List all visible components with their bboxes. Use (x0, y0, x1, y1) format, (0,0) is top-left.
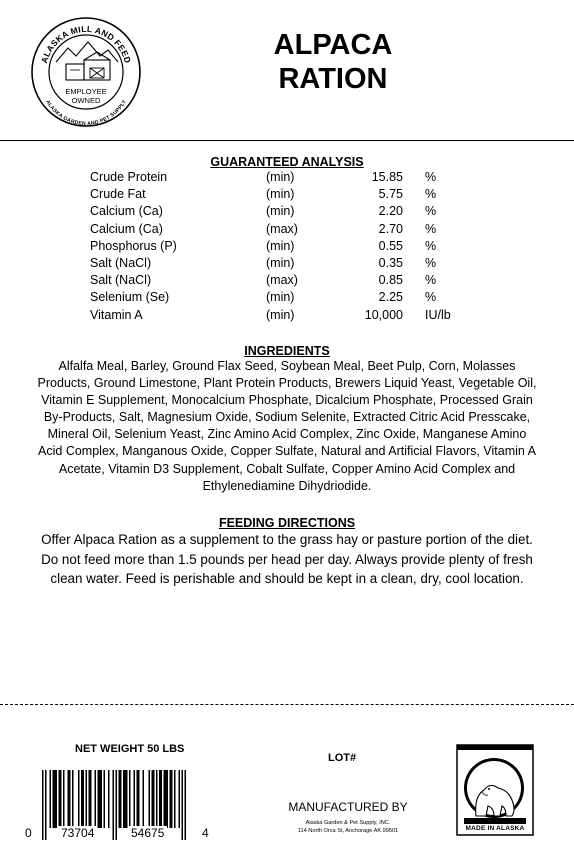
ingredients-line: By-Products, Salt, Magnesium Oxide, Sodium Selenite, Extracted Citric Acid Presscake, (43, 410, 531, 425)
barcode-bar (179, 770, 181, 828)
barcode-bar (182, 770, 184, 840)
barcode-digit-first: 0 (25, 826, 32, 840)
nutrient-qualifier: (min) (266, 307, 295, 322)
nutrient-name: Calcium (Ca) (90, 221, 163, 236)
ingredients-line: Acid Complex, Manganous Oxide, Copper Sulfate, Natural and Artificial Flavors, Vitamin A (38, 444, 536, 459)
barcode-bar (119, 770, 122, 828)
barcode-bar (152, 770, 155, 828)
nutrient-name: Crude Fat (90, 187, 146, 202)
nutrient-unit: % (425, 187, 437, 202)
ingredients-heading: INGREDIENTS (244, 344, 330, 358)
nutrient-unit: % (425, 238, 437, 253)
barcode-bar (149, 770, 151, 828)
nutrient-name: Crude Protein (90, 170, 168, 184)
barcode-bar (156, 770, 158, 828)
analysis-row (90, 187, 490, 204)
feeding-line: Offer Alpaca Ration as a supplement to the grass hay or pasture portion of the diet. (41, 532, 533, 547)
nutrient-value: 2.70 (378, 221, 403, 236)
nutrient-qualifier: (min) (266, 290, 295, 305)
nutrient-qualifier: (max) (266, 273, 298, 288)
barcode-bar (159, 770, 162, 828)
barcode-bar (78, 770, 80, 828)
manufacturer-block (282, 800, 414, 834)
logo-badge-line2: OWNED (71, 96, 101, 105)
ingredients-line: Vitamin E Supplement, Monocalcium Phosphate, Dicalcium Phosphate, Processed Grain (41, 393, 533, 408)
logo-arc-bottom: ALASKA GARDEN AND PET SUPPLY (44, 99, 128, 128)
feeding-directions-heading: FEEDING DIRECTIONS (218, 516, 356, 530)
product-title (220, 28, 446, 96)
barcode-bar (116, 770, 118, 840)
nutrient-qualifier: (min) (266, 238, 295, 253)
made-in-alaska-text: MADE IN ALASKA (465, 825, 525, 832)
analysis-row (90, 290, 490, 307)
cut-line-divider (0, 704, 574, 705)
nutrient-unit: % (425, 204, 437, 219)
nutrient-name: Calcium (Ca) (90, 204, 163, 219)
barcode-bar (129, 770, 131, 828)
analysis-row (90, 204, 490, 221)
barcode-bar (108, 770, 110, 828)
barcode-bar (137, 770, 140, 828)
nutrient-value: 5.75 (378, 187, 403, 202)
barcode-bar (59, 770, 62, 828)
nutrient-name: Phosphorus (P) (90, 238, 177, 253)
lot-number-label: LOT# (328, 752, 357, 764)
barcode-bar (170, 770, 173, 828)
ingredients-line: Mineral Oil, Selenium Yeast, Zinc Amino Acid Complex, Zinc Oxide, Manganese Amino (47, 427, 527, 442)
nutrient-value: 0.85 (378, 273, 403, 288)
feeding-line: clean water. Feed is perishable and should be kept in a clean, dry, cool location. (50, 571, 524, 586)
barcode-digits-right: 54675 (128, 826, 167, 840)
analysis-row (90, 308, 490, 325)
barcode-bar (63, 770, 65, 828)
nutrient-value: 15.85 (371, 170, 403, 184)
barcode-bar (89, 770, 92, 828)
nutrient-qualifier: (min) (266, 204, 295, 219)
nutrient-value: 2.20 (378, 204, 403, 219)
analysis-row (90, 170, 490, 187)
ingredients-line: Products, Ground Limestone, Plant Protein Products, Brewers Liquid Yeast, Vegetable Oil, (37, 376, 537, 391)
nutrient-unit: % (425, 255, 437, 270)
made-in-alaska-logo (456, 744, 534, 836)
barcode-bar (42, 770, 44, 840)
nutrient-unit: % (425, 170, 437, 184)
analysis-row (90, 239, 490, 256)
nutrient-value: 10,000 (364, 307, 403, 322)
feeding-line: Do not feed more than 1.5 pounds per head per day. Always provide plenty of fresh (41, 551, 533, 567)
manufacturer-address: 114 North Orca St, Anchorage AK 99501 (297, 828, 399, 834)
manufacturer-name: Alaska Garden & Pet Supply, INC. (305, 820, 391, 826)
logo-arc-top: ALASKA MILL AND FEED (39, 23, 133, 65)
barcode-bar (123, 770, 128, 828)
barcode-digits-left: 73704 (58, 826, 97, 840)
nutrient-value: 0.55 (378, 238, 403, 253)
barcode-bar (174, 770, 176, 828)
manufactured-by-label: MANUFACTURED BY (288, 800, 408, 814)
barcode-bar (86, 770, 88, 828)
net-weight: NET WEIGHT 50 LBS (75, 743, 185, 755)
barcode-digit-last: 4 (202, 826, 209, 840)
nutrient-name: Vitamin A (90, 307, 143, 322)
barcode-bar (68, 770, 71, 828)
barcode-bar (81, 770, 84, 828)
barcode-bar (113, 770, 115, 840)
barcode-bar (134, 770, 136, 828)
nutrient-unit: % (425, 221, 437, 236)
barcode-bar (98, 770, 103, 828)
nutrient-qualifier: (min) (266, 187, 295, 202)
company-logo (30, 16, 142, 128)
analysis-row (90, 222, 490, 239)
ingredients-text (24, 358, 550, 495)
nutrient-unit: % (425, 290, 437, 305)
logo-badge-line1: EMPLOYEE (65, 87, 107, 96)
feeding-directions-text (10, 530, 564, 589)
nutrient-value: 2.25 (378, 290, 403, 305)
barcode-bar (45, 770, 47, 840)
guaranteed-analysis-heading: GUARANTEED ANALYSIS (210, 155, 364, 169)
nutrient-qualifier: (min) (266, 255, 295, 270)
ingredients-line: Alfalfa Meal, Barley, Ground Flax Seed, Soybean Meal, Beet Pulp, Corn, Molasses (58, 359, 516, 373)
ingredients-line: Acetate, Vitamin D3 Supplement, Cobalt Sulfate, Copper Amino Acid Complex and (58, 461, 516, 476)
header-divider (0, 140, 574, 141)
analysis-row (90, 273, 490, 290)
nutrient-value: 0.35 (378, 255, 403, 270)
barcode-bar (50, 770, 52, 828)
barcode-bar (53, 770, 58, 828)
nutrient-unit: IU/lb (425, 307, 451, 322)
nutrient-name: Salt (NaCl) (90, 255, 152, 270)
nutrient-qualifier: (min) (266, 170, 295, 184)
barcode-bar (104, 770, 106, 828)
barcode-bar (72, 770, 74, 828)
barcode-bar (164, 770, 169, 828)
barcode-bar (95, 770, 97, 828)
nutrient-name: Selenium (Se) (90, 290, 170, 305)
barcode-bar (143, 770, 145, 828)
analysis-row (90, 256, 490, 273)
product-title-line1: ALPACA (273, 29, 393, 61)
nutrient-qualifier: (max) (266, 221, 298, 236)
product-title-line2: RATION (278, 63, 388, 95)
guaranteed-analysis-table (90, 170, 490, 325)
nutrient-name: Salt (NaCl) (90, 273, 152, 288)
ingredients-line: Ethylenediamine Dihydriodide. (202, 478, 372, 493)
nutrient-unit: % (425, 273, 437, 288)
barcode-bar (185, 770, 187, 840)
